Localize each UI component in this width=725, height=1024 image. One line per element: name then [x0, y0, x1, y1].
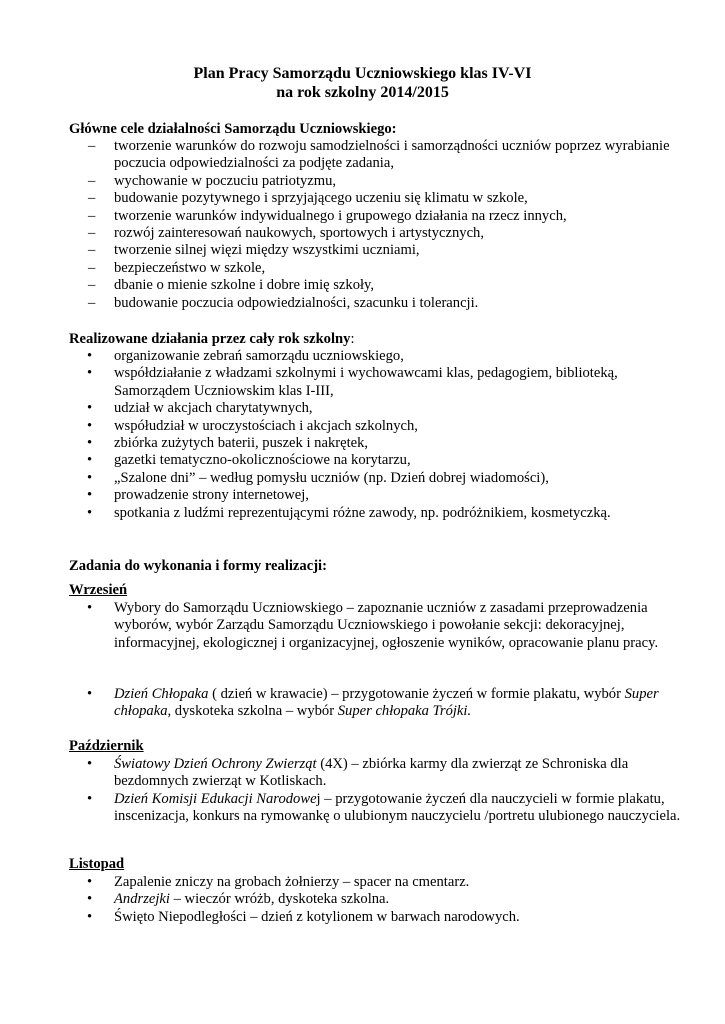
list-item: • Andrzejki – wieczór wróżb, dyskoteka szkolna. [87, 891, 390, 908]
list-item: • Wybory do Samorządu Uczniowskiego – zapoznanie uczniów z zasadami przeprowadzenia wyborów, wybór Zarządu Samorządu Uczniowskiego i powołanie sekcji: dekoracyjnej, informacyjnej, ekologicznej i organizacyjnej, ogłoszenie wyników, opracowanie planu pracy. [87, 600, 659, 651]
list-item: • spotkania z ludźmi reprezentującymi różne zawody, np. podróżnikiem, kosmetyczką. [87, 504, 611, 521]
list-item: – bezpieczeństwo w szkole, [88, 259, 266, 276]
bullet-marker: • [87, 600, 93, 616]
dash-marker: – [88, 172, 96, 189]
document-title: Plan Pracy Samorządu Uczniowskiego klas IV-VI [193, 65, 532, 82]
october-list [87, 756, 687, 826]
goals-heading: Główne cele działalności Samorządu Uczniowskiego: [69, 121, 397, 137]
bullet-marker: • [87, 435, 93, 452]
september-list [87, 600, 687, 652]
november-list [87, 874, 687, 926]
document-subtitle: na rok szkolny 2014/2015 [276, 84, 449, 101]
bullet-marker: • [87, 487, 93, 504]
dash-marker: – [88, 294, 96, 311]
september-list-2 [87, 686, 687, 721]
list-item: • Święto Niepodległości – dzień z kotylionem w barwach narodowych. [87, 908, 520, 925]
dash-marker: – [88, 225, 96, 242]
list-item: • Dzień Chłopaka ( dzień w krawacie) – przygotowanie życzeń w formie plakatu, wybór Super chłopaka, dyskoteka szkolna – wybór Super chłopaka Trójki. [87, 686, 659, 720]
list-item: – tworzenie warunków indywidualnego i grupowego działania na rzecz innych, [88, 207, 567, 224]
bullet-marker: • [87, 504, 93, 521]
dash-marker: – [88, 277, 96, 294]
list-item: • gazetki tematyczno-okolicznościowe na korytarzu, [87, 452, 411, 469]
bullet-marker: • [87, 400, 93, 417]
list-item: – tworzenie silnej więzi między wszystkimi uczniami, [88, 242, 420, 259]
tasks-heading: Zadania do wykonania i formy realizacji: [69, 558, 327, 574]
list-item: • organizowanie zebrań samorządu uczniowskiego, [87, 348, 404, 364]
list-item: – budowanie poczucia odpowiedzialności, szacunku i tolerancji. [88, 294, 479, 311]
list-item: – dbanie o mienie szkolne i dobre imię szkoły, [88, 277, 375, 294]
list-item: – wychowanie w poczuciu patriotyzmu, [88, 172, 337, 189]
bullet-marker: • [87, 469, 93, 486]
month-october: Październik [69, 738, 144, 754]
list-item: • współudział w uroczystościach i akcjach szkolnych, [87, 417, 418, 434]
bullet-marker: • [87, 756, 93, 772]
bullet-marker: • [87, 686, 93, 702]
bullet-marker: • [87, 891, 93, 908]
bullet-marker: • [87, 874, 93, 890]
month-september: Wrzesień [69, 582, 128, 598]
goals-list [87, 138, 687, 312]
list-item: • prowadzenie strony internetowej, [87, 487, 309, 504]
month-november: Listopad [69, 856, 125, 872]
list-item: • współdziałanie z władzami szkolnymi i wychowawcami klas, pedagogiem, biblioteką, Samorządem Uczniowskim klas I-III, [87, 365, 618, 399]
list-item: • zbiórka zużytych baterii, puszek i nakrętek, [87, 435, 369, 452]
list-item: • Zapalenie zniczy na grobach żołnierzy – spacer na cmentarz. [87, 874, 470, 890]
dash-marker: – [88, 207, 96, 224]
dash-marker: – [88, 138, 96, 154]
bullet-marker: • [87, 365, 93, 382]
list-item: – budowanie pozytywnego i sprzyjającego uczeniu się klimatu w szkole, [88, 190, 528, 207]
dash-marker: – [88, 190, 96, 207]
bullet-marker: • [87, 417, 93, 434]
dash-marker: – [88, 259, 96, 276]
activities-list [87, 348, 687, 522]
dash-marker: – [88, 242, 96, 259]
list-item: • udział w akcjach charytatywnych, [87, 400, 313, 417]
bullet-marker: • [87, 348, 93, 364]
list-item: • „Szalone dni” – według pomysłu uczniów (np. Dzień dobrej wiadomości), [87, 469, 549, 486]
bullet-marker: • [87, 908, 93, 925]
bullet-marker: • [87, 790, 93, 807]
list-item: • Światowy Dzień Ochrony Zwierząt (4X) – zbiórka karmy dla zwierząt ze Schroniska dla bezdomnych zwierząt w Kotliskach. [87, 756, 629, 790]
list-item: – tworzenie warunków do rozwoju samodzielności i samorządności uczniów poprzez wyrabianie poczucia odpowiedzialności za podjęte zadania, [88, 138, 670, 172]
list-item: • Dzień Komisji Edukacji Narodowej – przygotowanie życzeń dla nauczycieli w formie plakatu, inscenizacja, konkurs na rymowankę o ulubionym nauczycielu /portretu ulubionego nauczyciela. [87, 790, 681, 825]
list-item: – rozwój zainteresowań naukowych, sportowych i artystycznych, [88, 225, 484, 242]
activities-heading: Realizowane działania przez cały rok szkolny: [69, 331, 355, 347]
bullet-marker: • [87, 452, 93, 469]
